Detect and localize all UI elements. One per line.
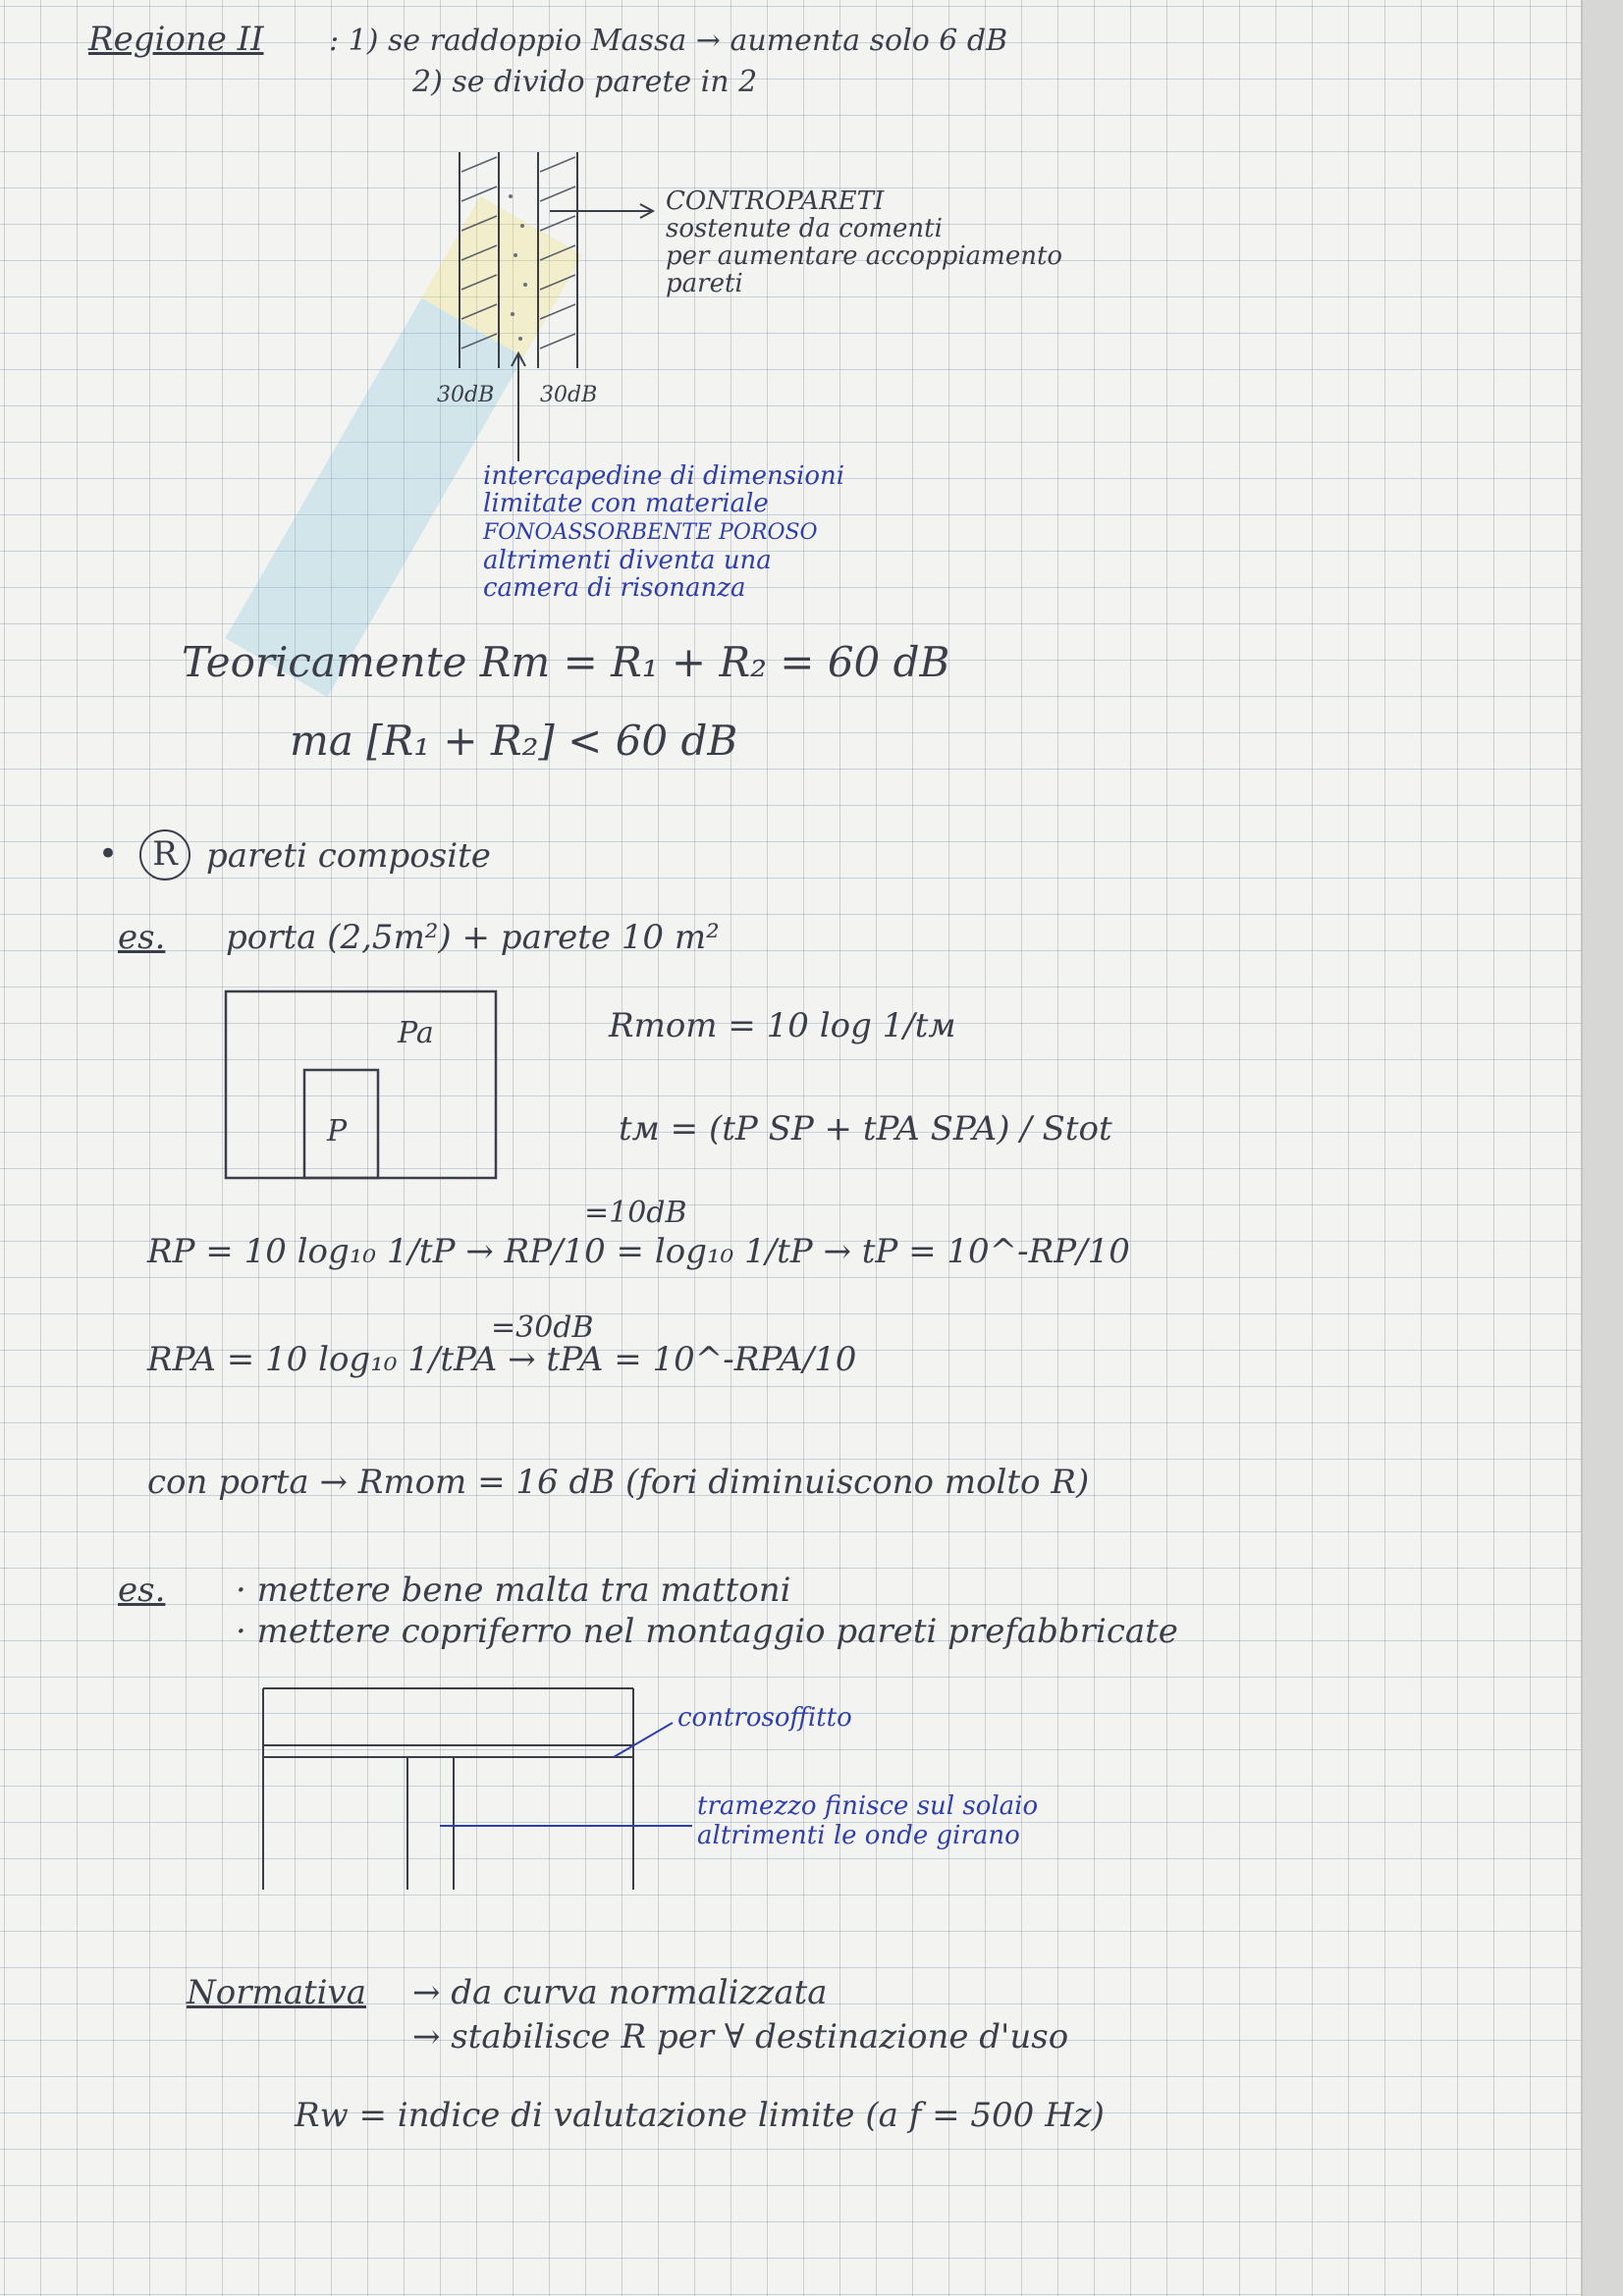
formula-rp: RP = 10 log₁₀ 1/tP → RP/10 = log₁₀ 1/tP → tP = 10^-RP/10 [147,1232,1130,1271]
note-30db: =30dB [491,1310,594,1345]
intercapedine-3: FONOASSORBENTE POROSO [483,520,818,545]
label-pareti: pareti [666,269,743,298]
intercapedine-4: altrimenti diventa una [483,546,772,575]
formula-ma: ma [R₁ + R₂] < 60 dB [290,717,738,765]
double-wall-diagram [460,152,653,461]
db-left: 30dB [437,383,495,407]
header-line-2: 2) se divido parete in 2 [412,65,758,99]
db-right: 30dB [540,383,598,407]
box-label-pa: Pa [398,1016,434,1050]
section-title: Regione II [88,20,264,59]
example2-line2: · mettere copriferro nel montaggio pareti prefabbricate [236,1612,1178,1651]
normativa-line1: → da curva normalizzata [412,1973,828,2012]
normativa-line2: → stabilisce R per ∀ destinazione d'uso [412,2017,1069,2056]
intercapedine-1: intercapedine di dimensioni [483,461,845,491]
es-label-2: es. [118,1571,166,1610]
door-wall-box [226,991,496,1178]
bullet-dot: • [98,834,119,874]
label-contropareti: CONTROPARETI [666,187,885,216]
label-controsoffitto: controsoffitto [677,1703,852,1733]
con-porta-line: con porta → Rтот = 16 dB (fori diminuiscono molto R) [147,1463,1090,1502]
example2-line1: · mettere bene malta tra mattoni [236,1571,791,1610]
normativa-rw: Rw = indice di valutazione limite (a f = 500 Hz) [295,2096,1105,2135]
formula-teoricamente: Teoricamente Rт = R₁ + R₂ = 60 dB [182,638,950,686]
ceiling-diagram [263,1688,692,1890]
notebook-page-edge [1581,0,1623,2296]
label-aumentare: per aumentare accoppiamento [666,241,1063,271]
normativa-label: Normativa [187,1973,366,2012]
label-tramezzo-1: tramezzo finisce sul solaio [697,1791,1039,1821]
formula-tm: tм = (tP SP + tPA SPA) / Stot [619,1109,1112,1148]
box-label-p: P [327,1114,348,1148]
composite-example: porta (2,5m²) + parete 10 m² [226,918,720,957]
formula-rpa: RPA = 10 log₁₀ 1/tPA → tPA = 10^-RPA/10 [147,1340,857,1379]
label-tramezzo-2: altrimenti le onde girano [697,1821,1020,1850]
es-label-1: es. [118,918,166,957]
composite-heading: pareti composite [206,836,491,876]
note-10db: =10dB [584,1196,687,1230]
header-line-1: : 1) se raddoppio Massa → aumenta solo 6 dB [329,24,1008,58]
intercapedine-5: camera di risonanza [483,573,746,603]
circled-r: R [139,829,190,881]
formula-rtot: Rтот = 10 log 1/tм [609,1006,956,1045]
intercapedine-2: limitate con materiale [483,489,769,518]
label-sostenute: sostenute da comenti [666,214,943,243]
